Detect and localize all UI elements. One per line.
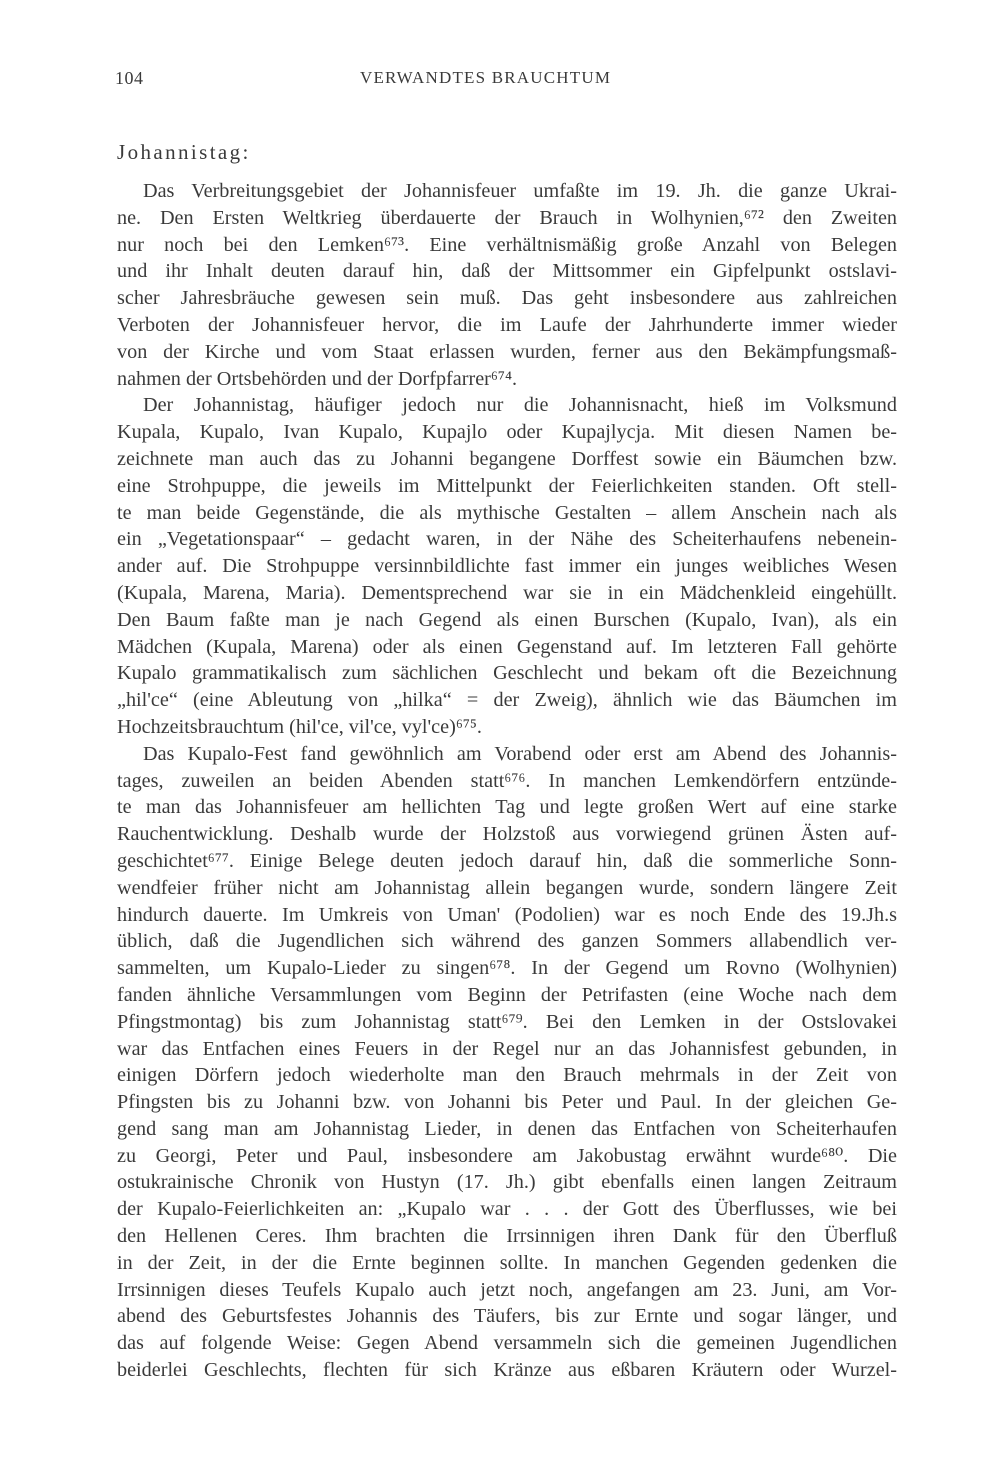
text-line: sammelten, um Kupalo-Lieder zu singen⁶⁷⁸. In der Gegend um Rovno (Wolhynien) xyxy=(117,957,897,980)
text-line: Pfingsten bis zu Johanni bzw. von Johanni bis Peter und Paul. In der gleichen Ge- xyxy=(117,1091,897,1114)
text-line: wendfeier früher nicht am Johannistag allein begangen wurde, sondern längere Zeit xyxy=(117,876,897,899)
text-line: Hochzeitsbrauchtum (hil'ce, vil'ce, vyl'ce)⁶⁷⁵. xyxy=(117,715,482,738)
text-line: der Kupalo-Feierlichkeiten an: „Kupalo war . . . der Gott des Überflusses, wie bei xyxy=(117,1198,897,1221)
text-line: Den Baum faßte man je nach Gegend als einen Burschen (Kupalo, Ivan), als ein xyxy=(117,608,897,631)
text-line: den Hellenen Ceres. Ihm brachten die Irrsinnigen ihren Dank für den Überfluß xyxy=(117,1225,897,1248)
text-line: ostukrainische Chronik von Hustyn (17. Jh.) gibt ebenfalls einen langen Zeitraum xyxy=(117,1171,897,1194)
text-line: ander auf. Die Strohpuppe versinnbildlichte fast immer ein junges weibliches Wesen xyxy=(117,555,897,578)
page-number: 104 xyxy=(115,68,144,88)
text-line: fanden ähnliche Versammlungen vom Beginn der Petrifasten (eine Woche nach dem xyxy=(117,983,897,1006)
text-line: beiderlei Geschlechts, flechten für sich Kränze aus eßbaren Kräutern oder Wurzel- xyxy=(117,1359,897,1382)
text-line: war das Entfachen eines Feuers in der Regel nur an das Johannisfest gebunden, in xyxy=(117,1037,897,1060)
text-line: gend sang man am Johannistag Lieder, in denen das Entfachen von Scheiterhaufen xyxy=(117,1117,897,1140)
text-line: in der Zeit, in der die Ernte beginnen sollte. In manchen Gegenden gedenken die xyxy=(117,1251,897,1274)
text-line: zu Georgi, Peter und Paul, insbesondere am Jakobustag erwähnt wurde⁶⁸⁰. Die xyxy=(117,1144,897,1167)
text-line: geschichtet⁶⁷⁷. Einige Belege deuten jedoch darauf hin, daß die sommerliche Sonn- xyxy=(117,849,897,872)
body-text xyxy=(117,178,897,1384)
text-line: scher Jahresbräuche gewesen sein muß. Das geht insbesondere aus zahlreichen xyxy=(117,287,897,310)
text-line: te man beide Gegenstände, die als mythische Gestalten – allem Anschein nach als xyxy=(117,501,897,524)
text-line: nahmen der Ortsbehörden und der Dorfpfarrer⁶⁷⁴. xyxy=(117,367,518,390)
text-line: tages, zuweilen an beiden Abenden statt⁶⁷⁶. In manchen Lemkendörfern entzünde- xyxy=(117,769,897,792)
text-line: ne. Den Ersten Weltkrieg überdauerte der Brauch in Wolhynien,⁶⁷² den Zweiten xyxy=(117,206,897,229)
text-line: hindurch dauerte. Im Umkreis von Uman' (Podolien) war es noch Ende des 19.Jh.s xyxy=(117,903,897,926)
text-line: das auf folgende Weise: Gegen Abend versammeln sich die gemeinen Jugendlichen xyxy=(117,1332,897,1355)
section-heading: Johannistag: xyxy=(117,140,251,164)
text-line: Verboten der Johannisfeuer hervor, die im Laufe der Jahrhunderte immer wieder xyxy=(117,313,897,336)
text-line: und ihr Inhalt deuten darauf hin, daß der Mittsommer ein Gipfelpunkt ostslavi- xyxy=(117,260,897,283)
text-line: Kupalo grammatikalisch zum sächlichen Geschlecht und bekam oft die Bezeichnung xyxy=(117,662,897,685)
text-line: nur noch bei den Lemken⁶⁷³. Eine verhältnismäßig große Anzahl von Belegen xyxy=(117,233,897,256)
text-line: ein „Vegetationspaar“ – gedacht waren, in der Nähe des Scheiterhaufens nebenein- xyxy=(117,528,897,551)
text-line: abend des Geburtsfestes Johannis des Täufers, bis zur Ernte und sogar länger, und xyxy=(117,1305,897,1328)
running-head: VERWANDTES BRAUCHTUM xyxy=(360,68,612,87)
text-line: Kupala, Kupalo, Ivan Kupalo, Kupajlo oder Kupajlycja. Mit diesen Namen be- xyxy=(117,421,897,444)
text-line: eine Strohpuppe, die jeweils im Mittelpunkt der Feierlichkeiten standen. Oft stell- xyxy=(117,474,897,497)
text-line: Das Kupalo-Fest fand gewöhnlich am Vorabend oder erst am Abend des Johannis- xyxy=(143,742,897,765)
text-line: üblich, daß die Jugendlichen sich während des ganzen Sommers allabendlich ver- xyxy=(117,930,897,953)
text-line: Das Verbreitungsgebiet der Johannisfeuer umfaßte im 19. Jh. die ganze Ukrai- xyxy=(143,180,897,202)
text-line: Irrsinnigen dieses Teufels Kupalo auch jetzt noch, angefangen am 23. Juni, am Vor- xyxy=(117,1278,897,1301)
text-line: (Kupala, Marena, Maria). Dementsprechend war sie in ein Mädchenkleid eingehüllt. xyxy=(117,581,897,604)
text-line: einigen Dörfern jedoch wiederholte man den Brauch mehrmals in der Zeit von xyxy=(117,1064,897,1087)
text-line: Mädchen (Kupala, Marena) oder als einen Gegenstand auf. Im letzteren Fall gehörte xyxy=(117,635,897,658)
text-line: Pfingstmontag) bis zum Johannistag statt⁶⁷⁹. Bei den Lemken in der Ostslovakei xyxy=(117,1010,897,1033)
text-line: von der Kirche und vom Staat erlassen wurden, ferner aus den Bekämpfungsmaß- xyxy=(117,340,897,363)
text-line: „hil'ce“ (eine Ableutung von „hilka“ = der Zweig), ähnlich wie das Bäumchen im xyxy=(117,689,897,712)
text-line: Rauchentwicklung. Deshalb wurde der Holzstoß aus vorwiegend grünen Ästen auf- xyxy=(117,823,897,846)
text-line: zeichnete man auch das zu Johanni begangene Dorffest sowie ein Bäumchen bzw. xyxy=(117,447,897,470)
text-line: Der Johannistag, häufiger jedoch nur die Johannisnacht, hieß im Volksmund xyxy=(143,394,897,417)
text-line: te man das Johannisfeuer am hellichten Tag und legte großen Wert auf eine starke xyxy=(117,796,897,819)
